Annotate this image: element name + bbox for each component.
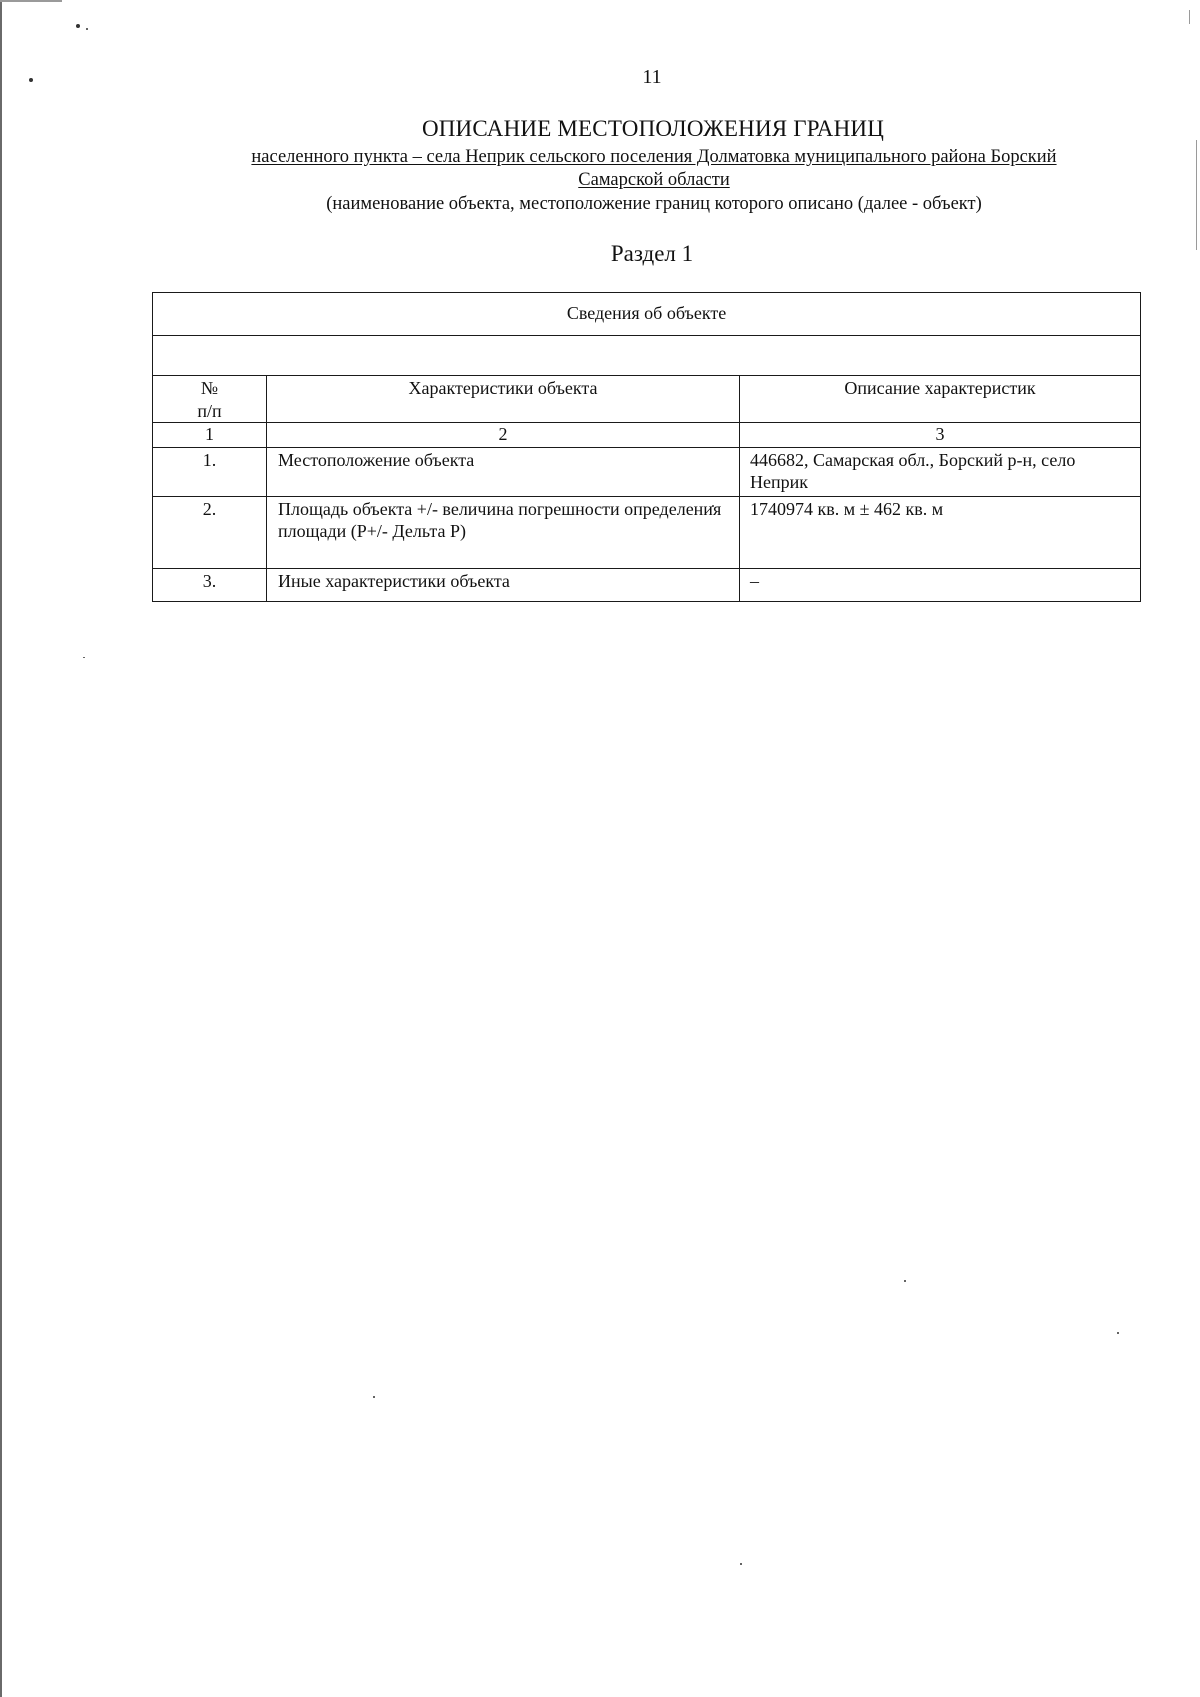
column-header-description: [740, 376, 1141, 423]
table-row: [153, 497, 1141, 569]
scan-speck: [83, 657, 85, 658]
scan-speck: [373, 1396, 375, 1398]
object-name-line-1: [0, 147, 1200, 168]
scan-speck: [1117, 1332, 1119, 1334]
object-name-text-1: населенного пункта – села Неприк сельского поселения Долматовка муниципального района Борский: [251, 147, 1057, 167]
row-characteristic: Площадь объекта +/- величина погрешности определения площади (Р+/- Дельта Р): [267, 497, 740, 569]
row-number: 1.: [153, 448, 267, 497]
column-header-num: [153, 376, 267, 423]
column-index-3: 3: [740, 423, 1141, 448]
scan-speck: [76, 24, 80, 28]
table-empty-cell: [153, 336, 1141, 376]
object-name-line-2: [0, 170, 1200, 191]
row-number: 3.: [153, 569, 267, 602]
row-characteristic: Иные характеристики объекта: [267, 569, 740, 602]
row-description: 1740974 кв. м ± 462 кв. м: [740, 497, 1141, 569]
section-title: Раздел 1: [610, 241, 694, 266]
scan-edge-top: [0, 0, 62, 2]
table-empty-row: [153, 336, 1141, 376]
column-header-num-line1: №: [200, 378, 219, 398]
scan-speck: [904, 1280, 906, 1282]
table-row: [153, 569, 1141, 602]
document-title: ОПИСАНИЕ МЕСТОПОЛОЖЕНИЯ ГРАНИЦ: [421, 116, 885, 141]
object-info-table: [152, 292, 1141, 602]
column-header-characteristics: [267, 376, 740, 423]
object-caption: (наименование объекта, местоположение границ которого описано (далее - объект): [326, 194, 982, 214]
column-header-characteristics-text: Характеристики объекта: [408, 378, 598, 398]
table-column-header-row: [153, 376, 1141, 423]
table-header: Сведения об объекте: [153, 293, 1141, 336]
scan-edge-right-mark: [1189, 10, 1190, 24]
row-description: 446682, Самарская обл., Борский р-н, село Неприк: [740, 448, 1141, 497]
page-number: 11: [642, 66, 662, 88]
row-characteristic: Местоположение объекта: [267, 448, 740, 497]
object-name-text-2: Самарской области: [578, 170, 730, 190]
table-header-row: [153, 293, 1141, 336]
table-row: [153, 448, 1141, 497]
row-description: –: [740, 569, 1141, 602]
row-number: 2.: [153, 497, 267, 569]
scan-speck: [740, 1563, 742, 1565]
column-index-1: 1: [153, 423, 267, 448]
column-header-description-text: Описание характеристик: [844, 378, 1036, 398]
column-index-2: 2: [267, 423, 740, 448]
column-header-num-line2: п/п: [197, 401, 222, 421]
table-index-row: [153, 423, 1141, 448]
scan-speck: [86, 28, 88, 30]
